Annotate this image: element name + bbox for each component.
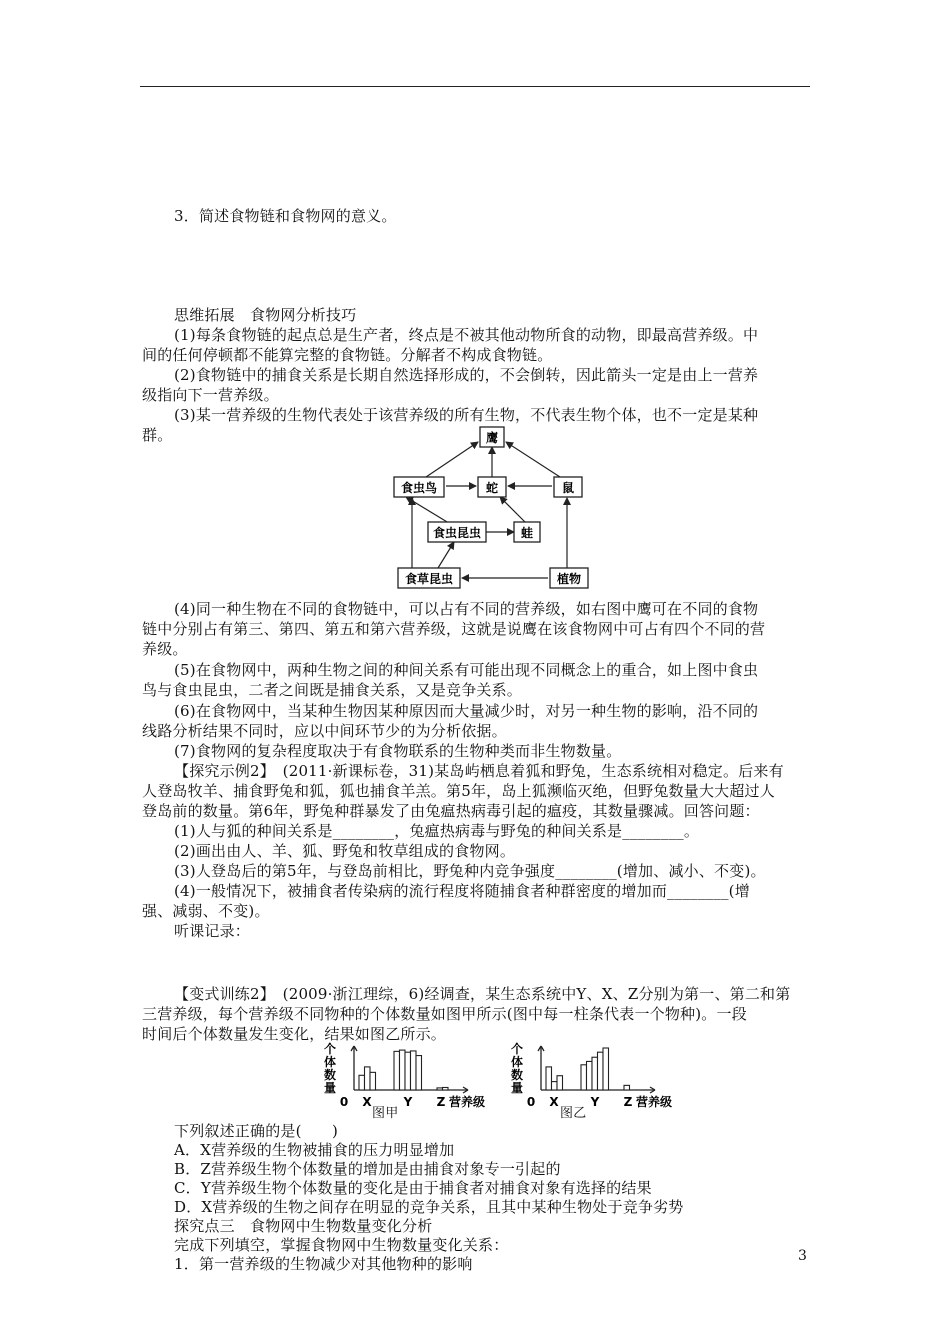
example-question-3: (3)人登岛后的第5年，与登岛前相比，野兔种内竞争强度________(增加、减小、不变)。 <box>174 862 766 880</box>
bar-y <box>598 1052 604 1090</box>
section-3-title: 探究点三 食物网中生物数量变化分析 <box>174 1217 433 1235</box>
x-tick-label: Y <box>403 1095 413 1109</box>
text-line: 养级。 <box>142 640 188 658</box>
y-axis-label-char: 体 <box>323 1055 337 1069</box>
svg-text:食草昆虫: 食草昆虫 <box>404 572 454 586</box>
bar-y <box>416 1056 422 1090</box>
chart-title: 图甲 <box>372 1106 399 1121</box>
text-line: (4)同一种生物在不同的食物链中，可以占有不同的营养级，如右图中鹰可在不同的食物 <box>174 600 759 618</box>
origin-label: 0 <box>526 1095 536 1109</box>
text-line: 群。 <box>142 426 173 444</box>
arrow-bird-to-eagle <box>426 442 478 477</box>
text-line: (3)某一营养级的生物代表处于该营养级的所有生物，不代表生物个体，也不一定是某种 <box>174 406 759 424</box>
arrow-rat-to-eagle <box>506 442 560 477</box>
bar-z <box>437 1088 443 1090</box>
y-axis-label-char: 数 <box>323 1068 337 1082</box>
arrow-herbivore-to-insecteater <box>438 542 454 568</box>
text-line: 强、减弱、不变)。 <box>142 902 270 920</box>
svg-text:食虫鸟: 食虫鸟 <box>400 481 438 495</box>
bar-x <box>546 1067 552 1090</box>
example-question-4: (4)一般情况下，被捕食者传染病的流行程度将随捕食者种群密度的增加而________(增 <box>174 882 750 900</box>
node-insectivorous-bird <box>394 477 444 497</box>
node-frog <box>514 522 540 542</box>
svg-text:蛇: 蛇 <box>485 481 499 495</box>
text-line: 人登岛牧羊、捕食野兔和狐，狐也捕食羊羔。第5年，岛上狐濒临灭绝，但野兔数量大大超过人 <box>142 782 775 800</box>
node-rat <box>554 477 582 497</box>
question-stem: 下列叙述正确的是( ) <box>174 1122 339 1140</box>
notes-label: 听课记录： <box>174 922 251 940</box>
bar-y <box>592 1057 598 1090</box>
text-line: 登岛前的数量。第6年，野兔种群暴发了由兔瘟热病毒引起的瘟疫，其数量骤减。回答问题： <box>142 802 760 820</box>
x-tick-label: X <box>362 1095 372 1109</box>
bar-y <box>400 1050 406 1090</box>
bar-chart-yi <box>505 1042 695 1110</box>
y-axis-label-char: 个 <box>510 1042 524 1056</box>
text-line: 间的任何停顿都不能算完整的食物链。分解者不构成食物链。 <box>142 346 553 364</box>
text-line: 鸟与食虫昆虫，二者之间既是捕食关系，又是竞争关系。 <box>142 681 523 699</box>
chart-title: 图乙 <box>560 1106 587 1121</box>
y-axis-label-char: 量 <box>510 1081 524 1095</box>
bar-y <box>581 1065 587 1090</box>
bar-y <box>587 1061 593 1090</box>
node-snake <box>478 477 506 497</box>
text-line: 级指向下一营养级。 <box>142 386 279 404</box>
text-line: 时间后个体数量发生变化，结果如图乙所示。 <box>142 1025 447 1043</box>
bar-z <box>443 1087 449 1090</box>
question-3: 3．简述食物链和食物网的意义。 <box>174 207 397 225</box>
item-1: 1．第一营养级的生物减少对其他物种的影响 <box>174 1255 473 1273</box>
x-axis-label: 营养级 <box>636 1095 673 1109</box>
option-a: A．X营养级的生物被捕食的压力明显增加 <box>174 1141 455 1159</box>
node-insect-eating-insect <box>428 522 486 542</box>
y-axis-label-char: 体 <box>510 1055 524 1069</box>
example-header: 【探究示例2】 (2011·新课标卷，31)某岛屿栖息着狐和野兔，生态系统相对稳定。后来有 <box>174 762 784 780</box>
text-line: (5)在食物网中，两种生物之间的种间关系有可能出现不同概念上的重合，如上图中食虫 <box>174 661 759 679</box>
bar-x <box>552 1082 558 1090</box>
example-question-2: (2)画出由人、羊、狐、野兔和牧草组成的食物网。 <box>174 842 516 860</box>
node-plant <box>550 568 588 588</box>
x-axis-label: 营养级 <box>449 1095 486 1109</box>
bar-y <box>405 1052 411 1090</box>
origin-label: 0 <box>339 1095 349 1109</box>
option-c: C．Y营养级生物个体数量的变化是由于捕食者对捕食对象有选择的结果 <box>174 1179 652 1197</box>
variant-header: 【变式训练2】 (2009·浙江理综，6)经调查，某生态系统中Y、X、Z分别为第一、第二和第 <box>174 985 791 1003</box>
text-line: 链中分别占有第三、第四、第五和第六营养级，这就是说鹰在该食物网中可占有四个不同的营 <box>142 620 766 638</box>
option-b: B．Z营养级生物个体数量的增加是由捕食对象专一引起的 <box>174 1160 561 1178</box>
bar-x <box>557 1076 563 1090</box>
food-web-diagram <box>390 420 600 592</box>
y-axis-label-char: 数 <box>510 1068 524 1082</box>
x-tick-label: X <box>549 1095 559 1109</box>
text-line: (7)食物网的复杂程度取决于有食物联系的生物种类而非生物数量。 <box>174 742 622 760</box>
page-number: 3 <box>798 1248 807 1264</box>
svg-text:蛙: 蛙 <box>520 526 534 540</box>
option-d: D．X营养级的生物之间存在明显的竞争关系，且其中某种生物处于竞争劣势 <box>174 1198 684 1216</box>
x-tick-label: Z <box>623 1095 633 1109</box>
svg-text:鼠: 鼠 <box>561 481 575 495</box>
bar-y <box>394 1051 400 1090</box>
x-tick-label: Y <box>590 1095 600 1109</box>
arrow-frog-to-snake <box>500 497 526 523</box>
text-line: (2)食物链中的捕食关系是长期自然选择形成的，不会倒转，因此箭头一定是由上一营养 <box>174 366 759 384</box>
bar-x <box>365 1067 371 1090</box>
text-line: 线路分析结果不同时，应以中间环节少的为分析依据。 <box>142 722 507 740</box>
bar-y <box>603 1048 609 1090</box>
y-axis-label-char: 个 <box>323 1042 337 1056</box>
node-eagle <box>480 427 504 447</box>
y-axis-label-char: 量 <box>323 1081 337 1095</box>
header-rule <box>140 86 810 87</box>
text-line: (6)在食物网中，当某种生物因某种原因而大量减少时，对另一种生物的影响，沿不同的 <box>174 702 759 720</box>
svg-text:植物: 植物 <box>556 572 582 586</box>
text-line: (1)每条食物链的起点总是生产者，终点是不被其他动物所食的动物，即最高营养级。中 <box>174 326 759 344</box>
bar-chart-jia <box>318 1042 508 1110</box>
x-tick-label: Z <box>436 1095 446 1109</box>
text-line: 三营养级，每个营养级不同物种的个体数量如图甲所示(图中每一柱条代表一个物种)。一段 <box>142 1005 747 1023</box>
svg-text:鹰: 鹰 <box>485 431 499 445</box>
bar-z <box>624 1085 630 1090</box>
bar-y <box>411 1051 417 1090</box>
svg-text:食虫昆虫: 食虫昆虫 <box>432 526 482 540</box>
extension-title: 思维拓展 食物网分析技巧 <box>174 306 357 324</box>
instruction: 完成下列填空，掌握食物网中生物数量变化关系： <box>174 1236 509 1254</box>
bar-x <box>370 1072 376 1090</box>
example-question-1: (1)人与狐的种间关系是________，兔瘟热病毒与野兔的种间关系是________。 <box>174 822 700 840</box>
node-herbivorous-insect <box>398 568 460 588</box>
bar-x <box>359 1075 365 1090</box>
